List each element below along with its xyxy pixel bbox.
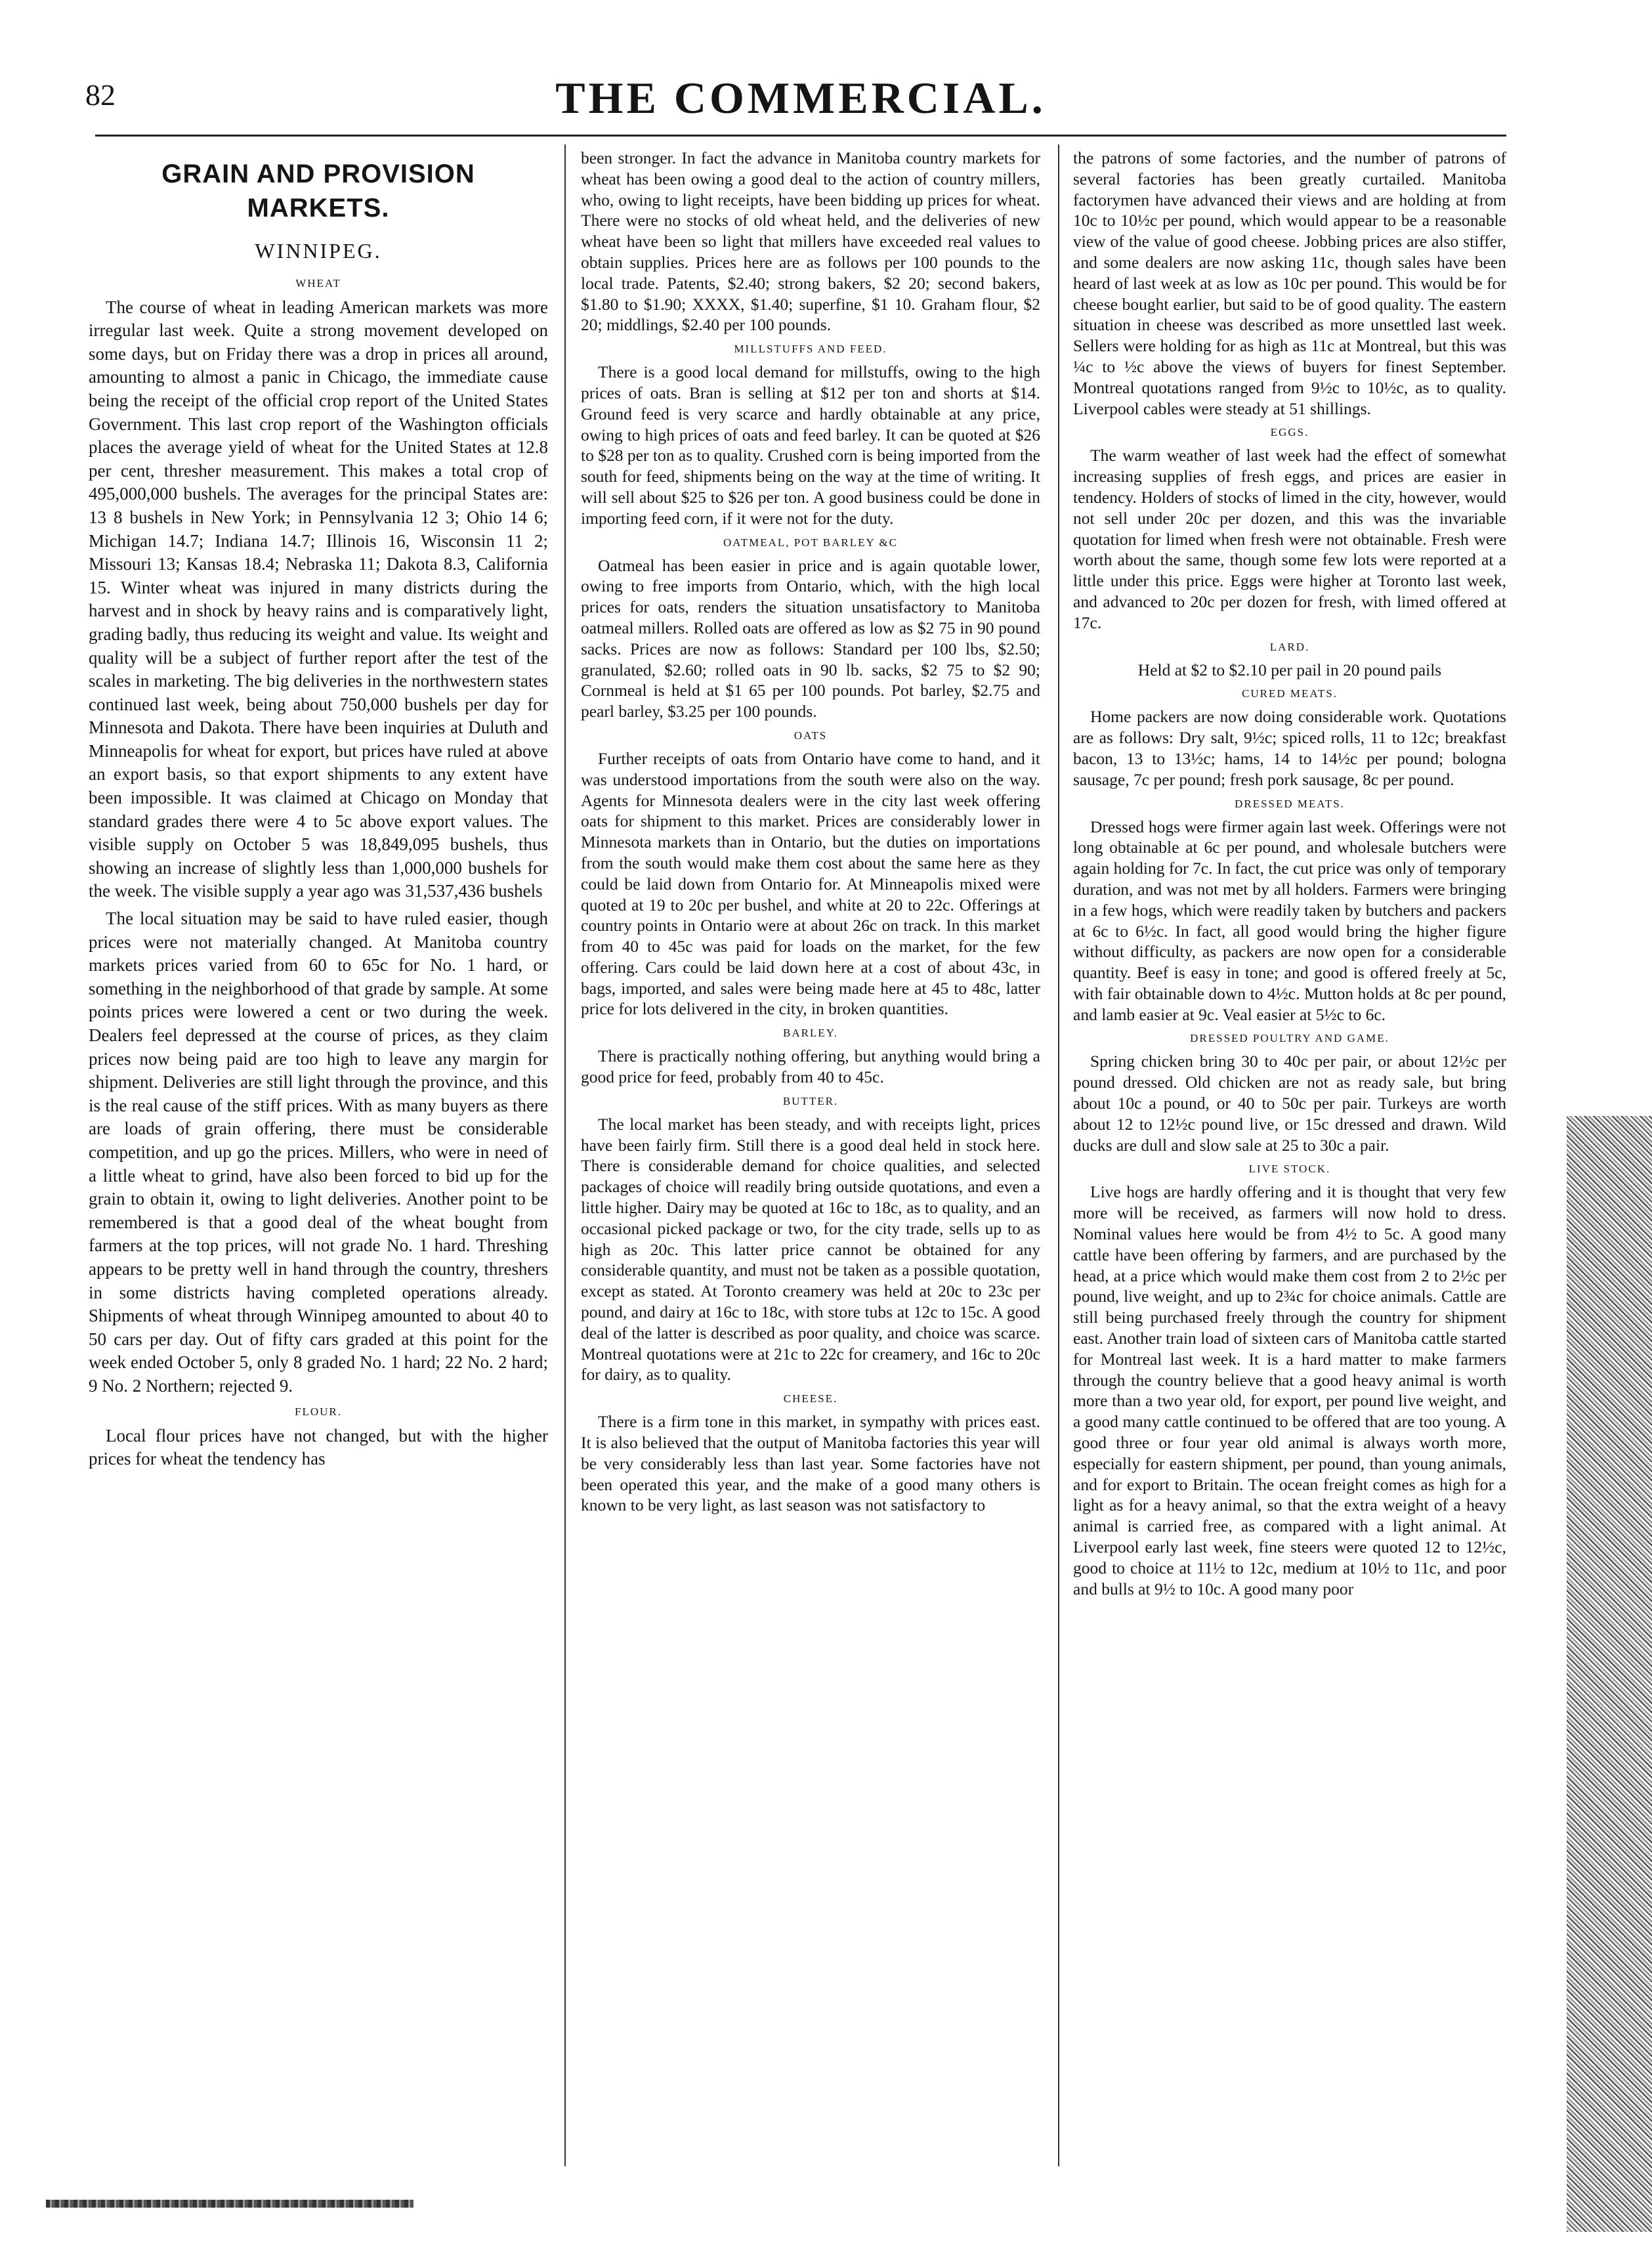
section-heading-live-stock: LIVE STOCK. (1248, 1163, 1331, 1176)
paragraph: There is a good local demand for millstuffs, owing to the high prices of oats. Bran is selling at $12 per ton and shorts at $14. Ground feed is very scarce and hardly obtainable at any price, owing to high prices of oats and feed barley. It can be quoted at $26 to $28 per ton as to quality. Crushed corn is being imported from the south for feed, shipments being on the way at the time of writing. It will sell about $25 to $26 per ton. A good business could be done in importing feed corn, if it were not for the duty. (581, 362, 1040, 528)
page-number: 82 (85, 78, 116, 112)
column-rule (564, 144, 566, 2166)
paragraph: the patrons of some factories, and the number of patrons of several factories has been greatly curtailed. Manitoba factorymen have advanced their views and are holding at from 10c to 10½c per pound, which would appear to be a reasonable view of the value of good cheese. Jobbing prices are also stiffer, and some dealers are now asking 11c, though sales have been heard of last week at as low as 10c per pound. This would be for cheese bought earlier, but said to be of good quality. The eastern situation in cheese was described as more unsettled last week. Sellers were holding for as high as 11c at Montreal, but this was ¼c to ½c above the views of buyers for finest September. Montreal quotations ranged from 9½c to 10½c, as to quality. Liverpool cables were steady at 51 shillings. (1073, 148, 1506, 418)
paragraph: Spring chicken bring 30 to 40c per pair, or about 12½c per pound dressed. Old chicken are not as ready sale, but bring about 10c a pound, or 40 to 50c per pair. Turkeys are worth about 12 to 12½c pound live, or 15c dressed and drawn. Wild ducks are dull and slow sale at 25 to 30c a pair. (1073, 1052, 1506, 1155)
paragraph: Home packers are now doing considerable work. Quotations are as follows: Dry salt, 9½c; spiced rolls, 11 to 12c; breakfast bacon, 13 to 13½c; hams, 14 to 14½c per pound; bologna sausage, 7c per pound; fresh pork sausage, 8c per pound. (1073, 707, 1506, 789)
article-title: GRAIN AND PROVISION MARKETS. (161, 160, 475, 223)
section-heading-eggs: EGGS. (1270, 426, 1309, 439)
section-heading-cured-meats: CURED MEATS. (1242, 687, 1338, 700)
section-heading-butter: BUTTER. (782, 1094, 839, 1107)
section-heading-flour: FLOUR. (295, 1405, 342, 1418)
paragraph: The course of wheat in leading American markets was more irregular last week. Quite a strong movement developed on some days, but on Friday there was a drop in prices all around, amounting to almost a panic in Chicago, the immediate cause being the receipt of the official crop report of the United States Government. This last crop report of the Washington officials places the average yield of wheat for the United States at 12.8 per cent, thresher measurement. This makes a total crop of 495,000,000 bushels. The averages for the principal States are: 13 8 bushels in New York; in Pennsylvania 12 3; Ohio 14 6; Michigan 14.7; Indiana 14.7; Illinois 16, Wisconsin 11 2; Missouri 13; Kansas 18.4; Nebraska 11; Dakota 8.3, California 15. Winter wheat was injured in many districts during the harvest and in shock by heavy rains and is comparatively light, grading badly, thus reducing its weight and value. Its weight and quality will be a subject of further report after the test of the scales in marketing. The big deliveries in the northwestern states continued last week, being about 750,000 bushels per day for Minnesota and Dakota. There have been inquiries at Duluth and Minneapolis for wheat for export, but prices have ruled at above an export basis, so that export shipments to any extent have been impossible. It was claimed at Chicago on Monday that standard grades there were 4 to 5c above export values. The visible supply on October 5 was 18,849,095 bushels, thus showing an increase of slightly less than 1,000,000 bushels for the week. The visible supply a year ago was 31,537,436 bushels (89, 297, 548, 901)
section-heading-oatmeal: OATMEAL, POT BARLEY &C (723, 536, 898, 549)
section-heading-barley: BARLEY. (782, 1027, 839, 1040)
column-1 (89, 148, 548, 2170)
column-2 (581, 148, 1040, 2170)
paragraph: There is a firm tone in this market, in sympathy with prices east. It is also believed that the output of Manitoba factories this year will be very considerably less than last year. Some factories have not been operated this year, and the make of a good many others is known to be very light, as last season was not satisfactory to (581, 1412, 1040, 1515)
column-3 (1073, 148, 1506, 2170)
section-heading-wheat: WHEAT (295, 276, 341, 289)
paragraph: There is practically nothing offering, but anything would bring a good price for feed, probably from 40 to 45c. (581, 1046, 1040, 1087)
section-heading-poultry: DRESSED POULTRY AND GAME. (1190, 1032, 1389, 1045)
column-rule (1058, 144, 1059, 2166)
section-heading-lard: LARD. (1269, 640, 1310, 653)
paragraph: Local flour prices have not changed, but with the higher prices for wheat the tendency has (89, 1425, 548, 1469)
section-heading-millstuffs: MILLSTUFFS AND FEED. (734, 343, 887, 356)
paragraph: Further receipts of oats from Ontario have come to hand, and it was understood importations from the south were also on the way. Agents for Minnesota dealers were in the city last week offering oats for shipment to this market. Prices are considerably lower in Minnesota markets than in Ontario, but the duties on importations from the south would make them cost about the same here as they could be laid down from Ontario for. At Minneapolis mixed were quoted at 19 to 20c per bushel, and white at 20 to 22c. Offerings at country points in Ontario were at about 26c on track. In this market from 40 to 45c was paid for loads on the market, for the few offering. Cars could be laid down here at a cost of about 43c, in bags, imported, and sales were being made here at 45 to 48c, latter price for lots delivered in the city, in broken quantities. (581, 748, 1040, 1019)
paragraph: Held at $2 to $2.10 per pail in 20 pound pails (1137, 660, 1442, 679)
masthead: THE COMMERCIAL. (555, 73, 1046, 123)
section-heading-oats: OATS (794, 729, 828, 742)
section-heading-cheese: CHEESE. (783, 1392, 838, 1405)
scan-artifact-edge (1567, 1116, 1652, 2232)
page-header (85, 72, 1516, 123)
paragraph: The local situation may be said to have ruled easier, though prices were not materially changed. At Manitoba country markets prices varied from 60 to 65c for No. 1 hard, or something in the neighborhood of that grade by sample. At some points prices were lowered a cent or two during the week. Dealers feel depressed at the course of prices, as they claim prices now being paid are too high to leave any margin for shipment. Deliveries are still light through the province, and this is the real cause of the stiff prices. With as many buyers as there are loads of grain offering, there must be considerable competition, and up go the prices. Millers, who were in need of a little wheat to grind, have also been forced to bid up for the grain to obtain it, owing to light deliveries. Another point to be remembered is that a good deal of the wheat bought from farmers at the top prices, will not grade No. 1 hard. Threshing appears to be pretty well in hand through the country, threshers in some districts having completed operations already. Shipments of wheat through Winnipeg amounted to about 40 to 50 cars per day. Out of fifty cars graded at this point for the week ended October 5, only 8 graded No. 1 hard; 22 No. 2 hard; 9 No. 2 Northern; rejected 9. (89, 909, 548, 1396)
paragraph: been stronger. In fact the advance in Manitoba country markets for wheat has been owing a good deal to the action of country millers, who, owing to light receipts, have been bidding up prices for wheat. There were no stocks of old wheat held, and the deliveries of new wheat have been so light that millers have exceeded real values to obtain supplies. Prices here are as follows per 100 pounds to the local trade. Patents, $2.40; strong bakers, $2 20; second bakers, $1.80 to $1.90; XXXX, $1.40; superfine, $1 10. Graham flour, $2 20; middlings, $2.40 per 100 pounds. (581, 148, 1040, 335)
paragraph: Live hogs are hardly offering and it is thought that very few more will be received, as farmers will now hold to dress. Nominal values here would be from 4½ to 5c. A good many cattle have been offering by farmers, and are purchased by the head, at a price which would make them cost from 2 to 2½c per pound, live weight, and up to 2¾c for choice animals. Cattle are still being purchased freely through the country for shipment east. Another train load of sixteen cars of Manitoba cattle started for Montreal last week. It is a hard matter to make farmers through the country believe that a good heavy animal is worth more than a two year old, for export, per pound live weight, and a good many cattle continued to be offered that are too young. A good three or four year old animal is always worth more, especially for eastern shipment, per pound, than young animals, and for export to Britain. The ocean freight comes as high for a light as for a heavy animal, so that the extra weight of a heavy animal is carried free, as compared with a light animal. At Liverpool early last week, fine steers were quoted 12 to 12½c, good to choice at 11½ to 12c, medium at 10½ to 11c, and poor and bulls at 9½ to 10c. A good many poor (1073, 1182, 1506, 1598)
paragraph: The warm weather of last week had the effect of somewhat increasing supplies of fresh eggs, and prices are easier in tendency. Holders of stocks of limed in the city, however, would not sell under 20c per dozen, and this was the invariable quotation for limed when fresh were not obtainable. Fresh were worth about the same, though some few lots were reported at a little under this price. Eggs were higher at Toronto last week, and advanced to 20c per dozen for fresh, with limed offered at 17c. (1073, 446, 1506, 632)
paragraph: Dressed hogs were firmer again last week. Offerings were not long obtainable at 6c per pound, and wholesale butchers were again holding for 7c. In fact, the cut price was only of temporary duration, and was not met by all holders. Farmers were bringing in a few hogs, which were readily taken by butchers and packers at 6c to 6½c. In fact, all good would bring the higher figure without difficulty, as packers are now open for a considerable quantity. Beef is easy in tone; and good is offered freely at 5c, with fair obtainable down to 4½c. Mutton holds at 8c per pound, and lamb easier at 9c. Veal easier at 5½c to 6c. (1073, 817, 1506, 1024)
paragraph: The local market has been steady, and with receipts light, prices have been fairly firm. Still there is a good deal held in stock here. There is considerable demand for choice qualities, and selected packages of choice will readily bring outside quotations, and even a little higher. Dairy may be quoted at 16c to 18c, as to quality, and an occasional picked package or two, for the city trade, sells up to as high as 20c. This latter price cannot be obtained for any considerable quantity, and must not be taken as a possible quotation, except as stated. At Toronto creamery was held at 20c to 23c per pound, and dairy at 16c to 18c, with store tubs at 12c to 15c. A good deal of the latter is described as poor quality, and choice was scarce. Montreal quotations were at 21c to 22c for creamery, and 16c to 20c for dairy, as to quality. (581, 1114, 1040, 1384)
scan-artifact-bottom (46, 2200, 413, 2208)
city-heading: WINNIPEG. (255, 239, 382, 263)
header-rule (95, 135, 1506, 137)
paragraph: Oatmeal has been easier in price and is again quotable lower, owing to free imports from Ontario, which, with the high local prices for oats, renders the situation unsatisfactory to Manitoba oatmeal millers. Rolled oats are offered as low as $2 75 in 90 pound sacks. Prices are now as follows: Standard per 100 lbs, $2.50; granulated, $2.60; rolled oats in 90 lb. sacks, $2 75 to $2 90; Cornmeal is held at $1 65 per 100 pounds. Pot barley, $2.75 and pearl barley, $3.25 per 100 pounds. (581, 555, 1040, 721)
section-heading-dressed-meats: DRESSED MEATS. (1235, 797, 1345, 810)
